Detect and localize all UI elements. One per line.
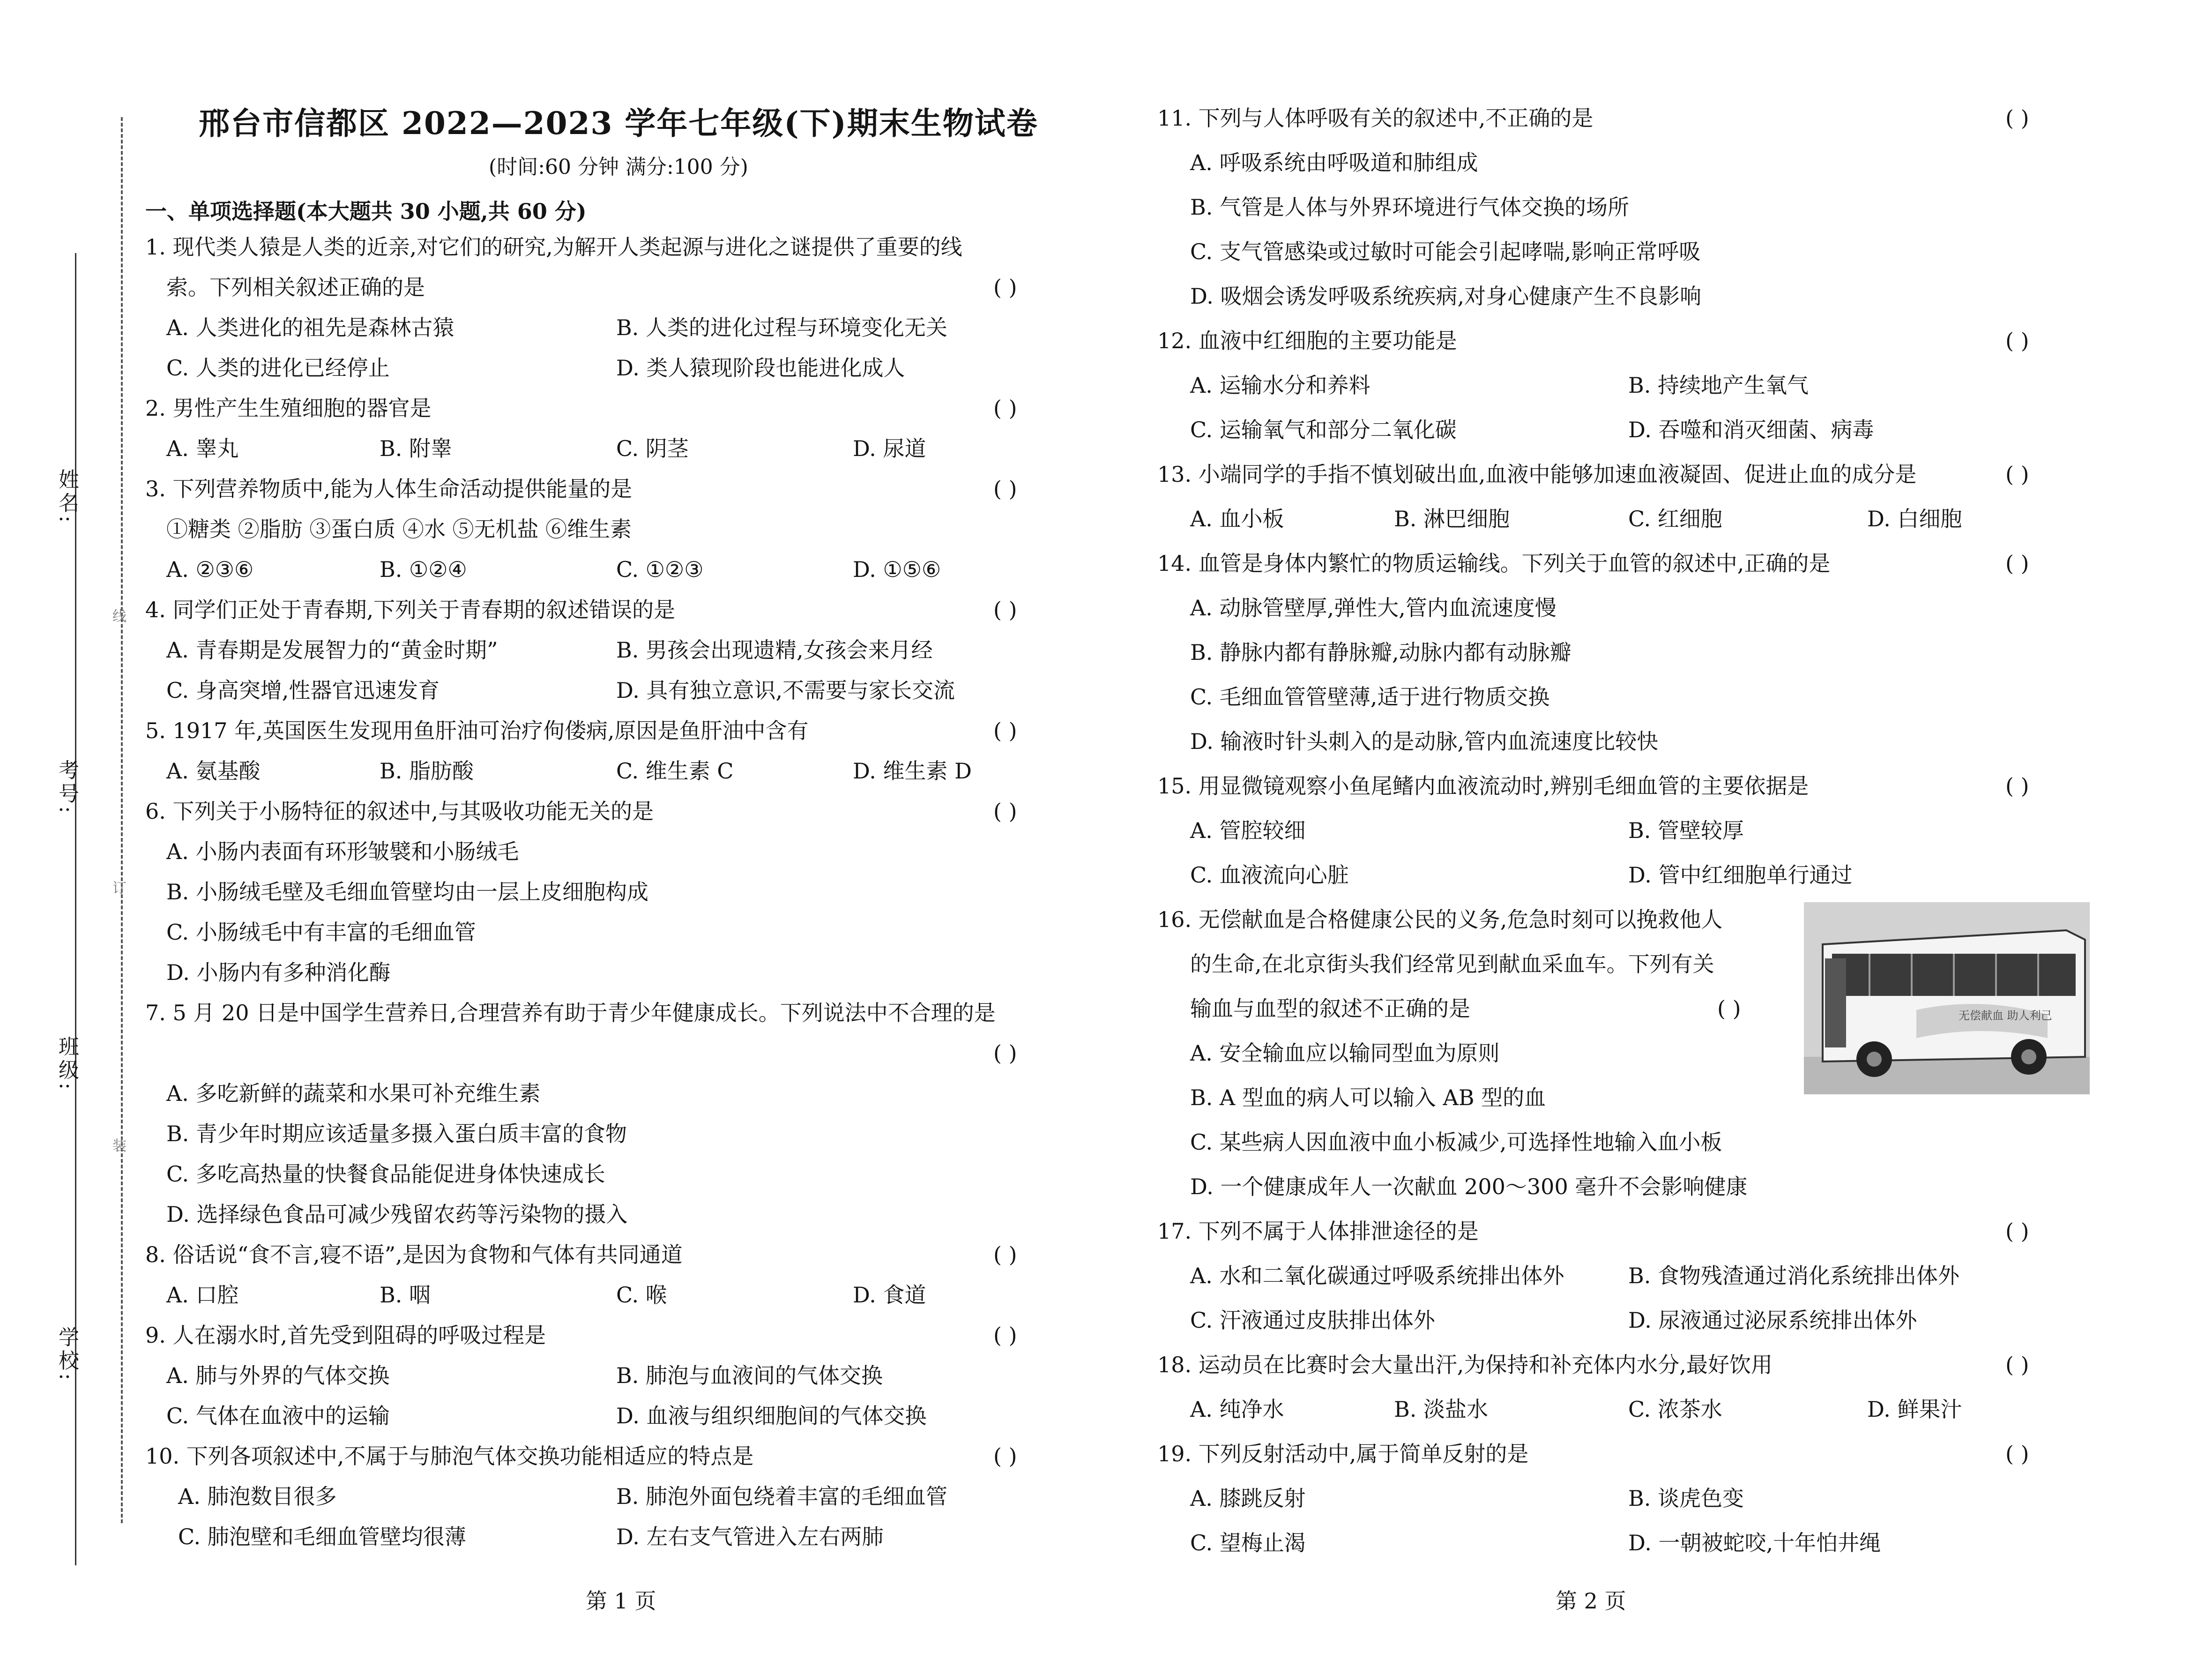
q7-answer-bracket: ( )	[993, 1040, 1017, 1066]
q14-option-b: B. 静脉内都有静脉瓣,动脉内都有动脉瓣	[1190, 640, 1571, 665]
q12-option-b: B. 持续地产生氧气	[1628, 373, 1809, 398]
q8-stem: 8. 俗话说“食不言,寝不语”,是因为食物和气体有共同通道	[145, 1242, 683, 1267]
page-number-1: 第 1 页	[586, 1588, 656, 1614]
q18-option-d: D. 鲜果汁	[1867, 1397, 1962, 1422]
q16-stem-line2: 的生命,在北京街头我们经常见到献血采血车。下列有关	[1190, 951, 1714, 977]
q9-option-c: C. 气体在血液中的运输	[166, 1403, 390, 1428]
q6-option-d: D. 小肠内有多种消化酶	[166, 960, 391, 985]
q3-option-a: A. ②③⑥	[166, 557, 254, 582]
binding-label-school: 学校:	[55, 1326, 79, 1383]
q14-option-a: A. 动脉管壁厚,弹性大,管内血流速度慢	[1190, 595, 1557, 621]
q6-answer-bracket: ( )	[993, 799, 1017, 824]
q8-option-d: D. 食道	[853, 1282, 926, 1308]
q14-answer-bracket: ( )	[2005, 551, 2029, 576]
q1-option-a: A. 人类进化的祖先是森林古猿	[166, 315, 454, 340]
q6-option-c: C. 小肠绒毛中有丰富的毛细血管	[166, 920, 476, 945]
q13-answer-bracket: ( )	[2005, 462, 2029, 487]
q18-option-b: B. 淡盐水	[1394, 1397, 1489, 1422]
q3-option-d: D. ①⑤⑥	[853, 557, 941, 582]
q6-option-b: B. 小肠绒毛壁及毛细血管壁均由一层上皮细胞构成	[166, 879, 649, 905]
q16-option-d: D. 一个健康成年人一次献血 200～300 毫升不会影响健康	[1190, 1174, 1748, 1199]
q3-option-b: B. ①②④	[380, 557, 467, 582]
q8-option-a: A. 口腔	[166, 1282, 239, 1308]
q10-option-b: B. 肺泡外面包绕着丰富的毛细血管	[616, 1484, 948, 1509]
q17-option-b: B. 食物残渣通过消化系统排出体外	[1628, 1263, 1960, 1288]
q11-option-a: A. 呼吸系统由呼吸道和肺组成	[1190, 150, 1478, 175]
q18-option-c: C. 浓茶水	[1628, 1397, 1722, 1422]
binding-char-order: 订	[112, 880, 127, 897]
q12-option-c: C. 运输氧气和部分二氧化碳	[1190, 417, 1457, 442]
binding-char-mount: 装	[112, 1138, 127, 1154]
q7-stem: 7. 5 月 20 日是中国学生营养日,合理营养有助于青少年健康成长。下列说法中不合理的是	[145, 1000, 996, 1025]
q16-stem-line3: 输血与血型的叙述不正确的是	[1190, 996, 1470, 1021]
page-number-2: 第 2 页	[1556, 1588, 1626, 1614]
q1-option-d: D. 类人猿现阶段也能进化成人	[616, 355, 905, 381]
q4-option-c: C. 身高突增,性器官迅速发育	[166, 678, 440, 703]
q10-stem: 10. 下列各项叙述中,不属于与肺泡气体交换功能相适应的特点是	[145, 1443, 754, 1469]
q19-option-b: B. 谈虎色变	[1628, 1486, 1744, 1511]
q8-option-c: C. 喉	[616, 1282, 667, 1308]
q2-option-d: D. 尿道	[853, 436, 926, 461]
q14-option-c: C. 毛细血管管壁薄,适于进行物质交换	[1190, 684, 1550, 710]
q5-option-b: B. 脂肪酸	[380, 758, 474, 784]
q18-option-a: A. 纯净水	[1190, 1397, 1284, 1422]
q8-option-b: B. 咽	[380, 1282, 431, 1308]
q6-stem: 6. 下列关于小肠特征的叙述中,与其吸收功能无关的是	[145, 799, 654, 824]
q9-answer-bracket: ( )	[993, 1323, 1017, 1348]
bus-slogan: 无偿献血 助人利己	[1959, 1009, 2052, 1022]
q13-option-b: B. 淋巴细胞	[1394, 506, 1510, 531]
q11-option-c: C. 支气管感染或过敏时可能会引起哮喘,影响正常呼吸	[1190, 239, 1701, 264]
q19-stem: 19. 下列反射活动中,属于简单反射的是	[1157, 1441, 1529, 1466]
q10-option-a: A. 肺泡数目很多	[178, 1484, 337, 1509]
q15-option-a: A. 管腔较细	[1190, 818, 1306, 843]
q15-option-b: B. 管壁较厚	[1628, 818, 1744, 843]
q7-option-c: C. 多吃高热量的快餐食品能促进身体快速成长	[166, 1161, 605, 1187]
q2-stem: 2. 男性产生生殖细胞的器官是	[145, 396, 432, 421]
q17-option-c: C. 汗液通过皮肤排出体外	[1190, 1308, 1435, 1333]
q2-option-c: C. 阴茎	[616, 436, 689, 461]
q13-stem: 13. 小端同学的手指不慎划破出血,血液中能够加速血液凝固、促进止血的成分是	[1157, 462, 1917, 487]
q18-answer-bracket: ( )	[2005, 1352, 2029, 1377]
q17-option-a: A. 水和二氧化碳通过呼吸系统排出体外	[1190, 1263, 1564, 1288]
q9-option-d: D. 血液与组织细胞间的气体交换	[616, 1403, 927, 1428]
binding-label-number: 考号:	[55, 759, 79, 816]
q17-answer-bracket: ( )	[2005, 1219, 2029, 1244]
q3-nutrient-list: ①糖类 ②脂肪 ③蛋白质 ④水 ⑤无机盐 ⑥维生素	[166, 516, 632, 542]
q5-stem: 5. 1917 年,英国医生发现用鱼肝油可治疗佝偻病,原因是鱼肝油中含有	[145, 718, 809, 743]
q4-option-b: B. 男孩会出现遗精,女孩会来月经	[616, 637, 933, 663]
q2-option-b: B. 附睾	[380, 436, 453, 461]
q6-option-a: A. 小肠内表面有环形皱襞和小肠绒毛	[166, 839, 519, 864]
q4-option-a: A. 青春期是发展智力的“黄金时期”	[166, 637, 498, 663]
q7-option-d: D. 选择绿色食品可减少残留农药等污染物的摄入	[166, 1202, 628, 1227]
q7-option-b: B. 青少年时期应该适量多摄入蛋白质丰富的食物	[166, 1121, 627, 1146]
q11-option-b: B. 气管是人体与外界环境进行气体交换的场所	[1190, 194, 1630, 220]
q14-stem: 14. 血管是身体内繁忙的物质运输线。下列关于血管的叙述中,正确的是	[1157, 551, 1831, 576]
q16-answer-bracket: ( )	[1717, 996, 1741, 1021]
q16-option-b: B. A 型血的病人可以输入 AB 型的血	[1190, 1085, 1546, 1110]
q2-option-a: A. 睾丸	[166, 436, 239, 461]
q3-option-c: C. ①②③	[616, 557, 704, 582]
q1-option-c: C. 人类的进化已经停止	[166, 355, 390, 381]
q16-option-c: C. 某些病人因血液中血小板减少,可选择性地输入血小板	[1190, 1129, 1722, 1155]
q14-option-d: D. 输液时针头刺入的是动脉,管内血流速度比较快	[1190, 729, 1659, 754]
q16-stem-line1: 16. 无偿献血是合格健康公民的义务,危急时刻可以挽救他人	[1157, 907, 1723, 932]
q1-stem-line2: 索。下列相关叙述正确的是	[166, 275, 425, 300]
q3-answer-bracket: ( )	[993, 476, 1017, 501]
q19-option-d: D. 一朝被蛇咬,十年怕井绳	[1628, 1530, 1881, 1555]
q8-answer-bracket: ( )	[993, 1242, 1017, 1267]
q5-option-a: A. 氨基酸	[166, 758, 261, 784]
q19-answer-bracket: ( )	[2005, 1441, 2029, 1466]
q5-option-d: D. 维生素 D	[853, 758, 972, 784]
q11-option-d: D. 吸烟会诱发呼吸系统疾病,对身心健康产生不良影响	[1190, 284, 1702, 309]
q13-option-d: D. 白细胞	[1867, 506, 1962, 531]
q5-option-c: C. 维生素 C	[616, 758, 734, 784]
q12-stem: 12. 血液中红细胞的主要功能是	[1157, 328, 1457, 353]
q10-option-c: C. 肺泡壁和毛细血管壁均很薄	[178, 1524, 466, 1549]
q5-answer-bracket: ( )	[993, 718, 1017, 743]
q19-option-c: C. 望梅止渴	[1190, 1530, 1306, 1555]
q15-answer-bracket: ( )	[2005, 773, 2029, 799]
q13-option-a: A. 血小板	[1190, 506, 1284, 531]
q3-stem: 3. 下列营养物质中,能为人体生命活动提供能量的是	[145, 476, 633, 501]
q15-stem: 15. 用显微镜观察小鱼尾鳍内血液流动时,辨别毛细血管的主要依据是	[1157, 773, 1809, 799]
q9-option-a: A. 肺与外界的气体交换	[166, 1363, 390, 1388]
binding-label-class: 班级:	[55, 1036, 79, 1092]
q2-answer-bracket: ( )	[993, 396, 1017, 421]
binding-dashed-line	[121, 117, 123, 1523]
q11-answer-bracket: ( )	[2005, 105, 2029, 131]
q19-option-a: A. 膝跳反射	[1190, 1486, 1306, 1511]
blood-donation-bus-image	[1804, 902, 2090, 1094]
q17-stem: 17. 下列不属于人体排泄途径的是	[1157, 1219, 1479, 1244]
bus-illustration	[1804, 902, 2090, 1094]
q12-option-d: D. 吞噬和消灭细菌、病毒	[1628, 417, 1874, 442]
q9-option-b: B. 肺泡与血液间的气体交换	[616, 1363, 883, 1388]
section-heading: 一、单项选择题(本大题共 30 小题,共 60 分)	[145, 199, 587, 224]
q15-option-d: D. 管中红细胞单行通过	[1628, 862, 1853, 888]
q17-option-d: D. 尿液通过泌尿系统排出体外	[1628, 1308, 1917, 1333]
q10-answer-bracket: ( )	[993, 1443, 1017, 1469]
q1-answer-bracket: ( )	[993, 275, 1017, 300]
q15-option-c: C. 血液流向心脏	[1190, 862, 1349, 888]
q13-option-c: C. 红细胞	[1628, 506, 1722, 531]
q1-option-b: B. 人类的进化过程与环境变化无关	[616, 315, 948, 340]
q4-stem: 4. 同学们正处于青春期,下列关于青春期的叙述错误的是	[145, 597, 676, 622]
q12-answer-bracket: ( )	[2005, 328, 2029, 353]
q16-option-a: A. 安全输血应以输同型血为原则	[1190, 1040, 1500, 1066]
q12-option-a: A. 运输水分和养料	[1190, 373, 1370, 398]
binding-char-line: 线	[112, 608, 127, 625]
q11-stem: 11. 下列与人体呼吸有关的叙述中,不正确的是	[1157, 105, 1594, 131]
exam-title: 邢台市信都区 2022—2023 学年七年级(下)期末生物试卷	[199, 105, 1038, 142]
q7-option-a: A. 多吃新鲜的蔬菜和水果可补充维生素	[166, 1081, 541, 1106]
exam-subtitle: (时间:60 分钟 满分:100 分)	[489, 155, 748, 179]
q9-stem: 9. 人在溺水时,首先受到阻碍的呼吸过程是	[145, 1323, 546, 1348]
q1-stem-line1: 1. 现代类人猿是人类的近亲,对它们的研究,为解开人类起源与进化之谜提供了重要的线	[145, 234, 962, 260]
q18-stem: 18. 运动员在比赛时会大量出汗,为保持和补充体内水分,最好饮用	[1157, 1352, 1773, 1377]
binding-label-name: 姓名:	[55, 469, 79, 525]
q4-option-d: D. 具有独立意识,不需要与家长交流	[616, 678, 955, 703]
q4-answer-bracket: ( )	[993, 597, 1017, 622]
q10-option-d: D. 左右支气管进入左右两肺	[616, 1524, 884, 1549]
